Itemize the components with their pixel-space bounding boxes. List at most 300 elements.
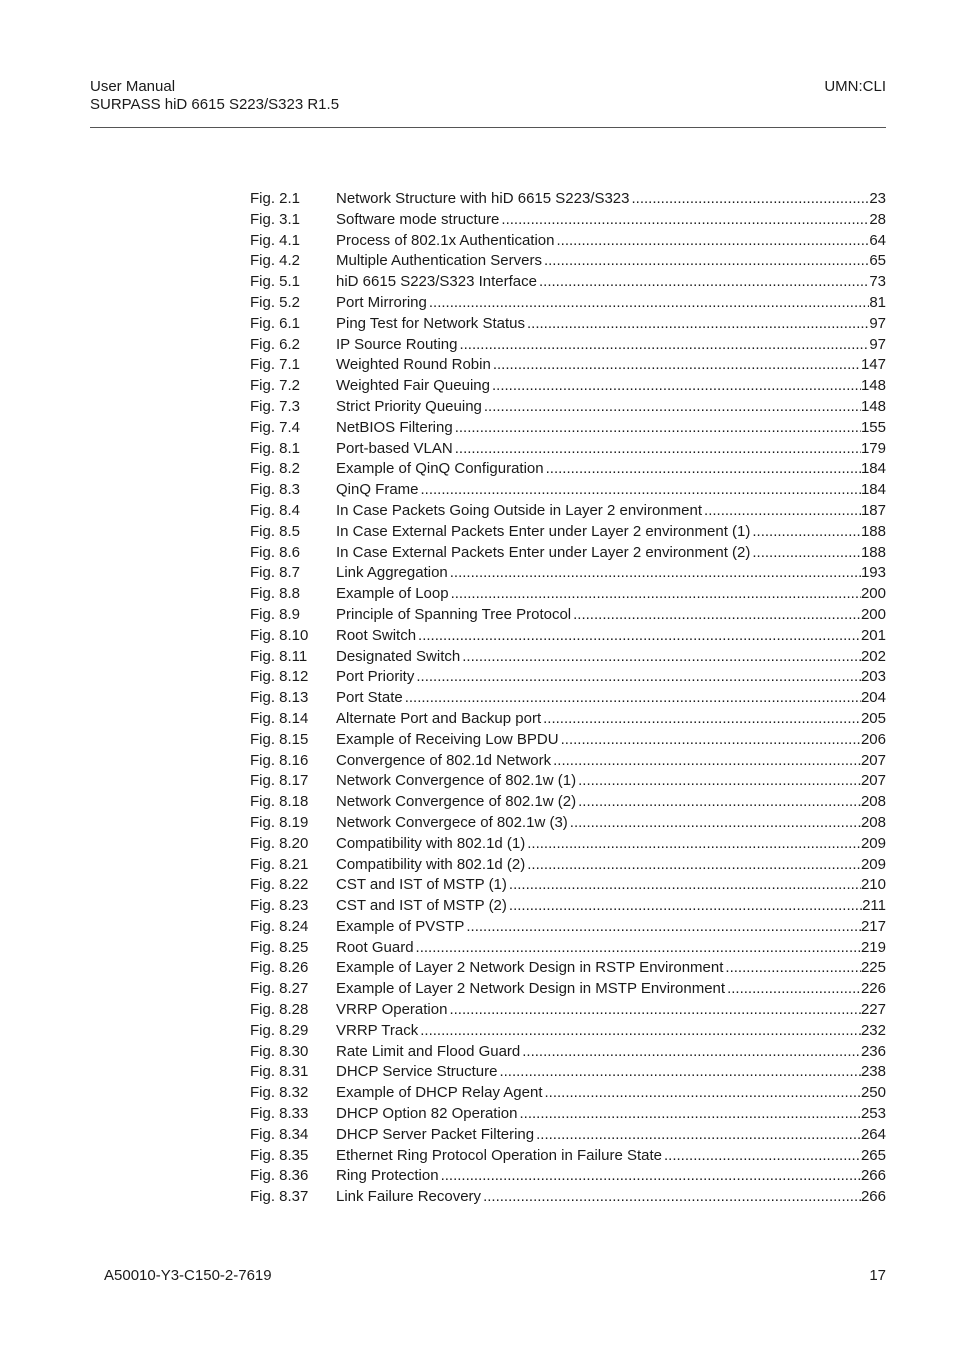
toc-entry-line (336, 647, 886, 668)
figure-number: Fig. 8.14 (250, 709, 309, 727)
toc-entry[interactable] (250, 709, 886, 730)
dot-leader (416, 938, 861, 959)
toc-entry-line (336, 210, 886, 231)
figure-title: Network Convergence of 802.1w (2) (336, 793, 577, 811)
figure-title: CST and IST of MSTP (2) (336, 897, 507, 915)
toc-entry[interactable] (250, 875, 886, 896)
figure-title: Ping Test for Network Status (336, 314, 525, 332)
figure-title: Weighted Round Robin (336, 356, 491, 374)
dot-leader (544, 251, 869, 272)
figure-title: DHCP Option 82 Operation (336, 1105, 518, 1123)
figure-page-number: 193 (860, 564, 886, 582)
figure-number: Fig. 8.32 (250, 1084, 309, 1102)
toc-entry-line (336, 958, 886, 979)
figure-page-number: 28 (869, 210, 886, 228)
figure-page-number: 266 (860, 1188, 886, 1206)
figure-page-number: 201 (860, 626, 886, 644)
dot-leader (420, 1021, 861, 1042)
toc-entry-line (336, 501, 886, 522)
toc-entry-line (336, 1021, 886, 1042)
toc-entry[interactable] (250, 1062, 886, 1083)
figure-number: Fig. 8.25 (250, 938, 309, 956)
figure-title: Ring Protection (336, 1167, 439, 1185)
dot-leader (704, 501, 861, 522)
figure-title: NetBIOS Filtering (336, 418, 453, 436)
figure-title: Network Convergence of 802.1w (1) (336, 772, 577, 790)
dot-leader (527, 314, 869, 335)
figure-number: Fig. 8.24 (250, 917, 309, 935)
toc-entry[interactable] (250, 605, 886, 626)
figure-title: Example of Receiving Low BPDU (336, 730, 559, 748)
dot-leader (570, 813, 861, 834)
figure-page-number: 97 (869, 335, 886, 353)
figure-title: Convergence of 802.1d Network (336, 751, 552, 769)
toc-entry[interactable] (250, 771, 886, 792)
toc-entry-line (336, 584, 886, 605)
figure-title: Compatibility with 802.1d (2) (336, 855, 526, 873)
toc-entry[interactable] (250, 293, 886, 314)
dot-leader (556, 231, 869, 252)
figure-page-number: 65 (869, 252, 886, 270)
figure-number: Fig. 8.4 (250, 501, 301, 519)
figure-page-number: 253 (860, 1105, 886, 1123)
dot-leader (418, 626, 861, 647)
toc-entry[interactable] (250, 626, 886, 647)
figure-number: Fig. 5.2 (250, 293, 301, 311)
toc-entry-line (336, 792, 886, 813)
figure-page-number: 209 (860, 834, 886, 852)
figure-page-number: 188 (860, 522, 886, 540)
toc-entry[interactable] (250, 189, 886, 210)
figure-number: Fig. 8.6 (250, 543, 301, 561)
toc-entry-line (336, 771, 886, 792)
toc-entry[interactable] (250, 459, 886, 480)
figure-number: Fig. 8.12 (250, 668, 309, 686)
toc-entry[interactable] (250, 958, 886, 979)
figure-page-number: 225 (860, 959, 886, 977)
toc-entry[interactable] (250, 730, 886, 751)
toc-entry[interactable] (250, 210, 886, 231)
toc-entry[interactable] (250, 397, 886, 418)
list-of-figures (250, 189, 886, 1208)
figure-page-number: 187 (860, 501, 886, 519)
figure-number: Fig. 6.1 (250, 314, 301, 332)
toc-entry[interactable] (250, 231, 886, 252)
toc-entry-line (336, 667, 886, 688)
figure-number: Fig. 8.17 (250, 772, 309, 790)
dot-leader (578, 771, 861, 792)
figure-page-number: 217 (860, 917, 886, 935)
dot-leader (455, 439, 861, 460)
figure-title: QinQ Frame (336, 481, 419, 499)
figure-number: Fig. 8.13 (250, 689, 309, 707)
toc-entry-line (336, 605, 886, 626)
figure-number: Fig. 7.3 (250, 397, 301, 415)
figure-title: VRRP Operation (336, 1001, 448, 1019)
dot-leader (450, 563, 861, 584)
figure-page-number: 23 (869, 190, 886, 207)
figure-number: Fig. 3.1 (250, 210, 301, 228)
toc-entry[interactable] (250, 1000, 886, 1021)
figure-title: In Case External Packets Enter under Layer 2 environment (1) (336, 522, 751, 540)
dot-leader (527, 834, 861, 855)
figure-title: Rate Limit and Flood Guard (336, 1042, 521, 1060)
figure-title: hiD 6615 S223/S323 Interface (336, 273, 537, 291)
toc-entry[interactable] (250, 1104, 886, 1125)
figure-number: Fig. 8.27 (250, 980, 309, 998)
header-left (90, 78, 339, 114)
toc-entry[interactable] (250, 1021, 886, 1042)
toc-entry-line (336, 1146, 886, 1167)
figure-page-number: 205 (860, 709, 886, 727)
toc-entry-line (336, 1042, 886, 1063)
toc-entry-line (336, 917, 886, 938)
toc-entry-line (336, 231, 886, 252)
toc-entry-line (336, 251, 886, 272)
figure-number: Fig. 8.16 (250, 751, 309, 769)
dot-leader (466, 917, 861, 938)
dot-leader (455, 418, 861, 439)
figure-title: VRRP Track (336, 1021, 419, 1039)
figure-page-number: 265 (860, 1146, 886, 1164)
toc-entry-line (336, 1000, 886, 1021)
dot-leader (664, 1146, 861, 1167)
dot-leader (449, 1000, 861, 1021)
figure-number: Fig. 4.1 (250, 231, 301, 249)
toc-entry-line (336, 189, 886, 210)
figure-page-number: 200 (860, 585, 886, 603)
figure-title: Example of Layer 2 Network Design in MSTP Environment (336, 980, 726, 998)
dot-leader (543, 709, 861, 730)
toc-entry-line (336, 543, 886, 564)
dot-leader (539, 272, 869, 293)
figure-page-number: 209 (860, 855, 886, 873)
figure-number: Fig. 8.18 (250, 793, 309, 811)
figure-number: Fig. 8.30 (250, 1042, 309, 1060)
toc-entry-line (336, 376, 886, 397)
figure-page-number: 179 (860, 439, 886, 457)
toc-entry[interactable] (250, 647, 886, 668)
toc-entry-line (336, 1062, 886, 1083)
figure-page-number: 188 (860, 543, 886, 561)
toc-entry-line (336, 1104, 886, 1125)
figure-number: Fig. 8.20 (250, 834, 309, 852)
doc-code: UMN:CLI (824, 78, 886, 95)
figure-title: Alternate Port and Backup port (336, 709, 542, 727)
dot-leader (573, 605, 861, 626)
figure-number: Fig. 8.5 (250, 522, 301, 540)
dot-leader (752, 543, 861, 564)
figure-number: Fig. 8.22 (250, 876, 309, 894)
toc-entry-line (336, 418, 886, 439)
toc-entry[interactable] (250, 979, 886, 1000)
figure-number: Fig. 6.2 (250, 335, 301, 353)
toc-entry[interactable] (250, 1083, 886, 1104)
dot-leader (451, 584, 861, 605)
toc-entry[interactable] (250, 792, 886, 813)
toc-entry-line (336, 938, 886, 959)
dot-leader (536, 1125, 861, 1146)
figure-page-number: 207 (860, 772, 886, 790)
figure-number: Fig. 4.2 (250, 252, 301, 270)
toc-entry-line (336, 459, 886, 480)
toc-entry-line (336, 439, 886, 460)
figure-page-number: 210 (860, 876, 886, 894)
figure-title: Network Convergece of 802.1w (3) (336, 813, 568, 831)
figure-number: Fig. 8.21 (250, 855, 309, 873)
figure-page-number: 202 (860, 647, 886, 665)
toc-entry-line (336, 813, 886, 834)
figure-number: Fig. 8.33 (250, 1105, 309, 1123)
figure-title: Example of DHCP Relay Agent (336, 1084, 543, 1102)
toc-entry[interactable] (250, 855, 886, 876)
toc-entry-line (336, 522, 886, 543)
toc-entry[interactable] (250, 1187, 886, 1208)
figure-title: Strict Priority Queuing (336, 397, 482, 415)
dot-leader (405, 688, 861, 709)
figure-page-number: 250 (860, 1084, 886, 1102)
figure-number: Fig. 8.9 (250, 605, 301, 623)
page-number: 17 (869, 1267, 886, 1284)
toc-entry[interactable] (250, 751, 886, 772)
toc-entry[interactable] (250, 251, 886, 272)
dot-leader (459, 335, 869, 356)
figure-page-number: 81 (869, 293, 886, 311)
figure-page-number: 226 (860, 980, 886, 998)
toc-entry-line (336, 563, 886, 584)
figure-page-number: 204 (860, 689, 886, 707)
toc-entry[interactable] (250, 896, 886, 917)
toc-entry-line (336, 709, 886, 730)
figure-page-number: 64 (869, 231, 886, 249)
figure-page-number: 97 (869, 314, 886, 332)
figure-number: Fig. 8.28 (250, 1001, 309, 1019)
dot-leader (441, 1166, 861, 1187)
toc-entry-line (336, 730, 886, 751)
figure-title: Example of PVSTP (336, 917, 465, 935)
dot-leader (484, 397, 861, 418)
figure-page-number: 211 (862, 897, 886, 915)
figure-page-number: 200 (860, 605, 886, 623)
figure-number: Fig. 8.11 (250, 647, 308, 665)
figure-page-number: 232 (860, 1021, 886, 1039)
dot-leader (416, 667, 861, 688)
toc-entry[interactable] (250, 439, 886, 460)
figure-page-number: 266 (860, 1167, 886, 1185)
figure-page-number: 238 (860, 1063, 886, 1081)
figure-number: Fig. 8.29 (250, 1021, 309, 1039)
toc-entry[interactable] (250, 543, 886, 564)
header-divider (90, 127, 886, 128)
figure-page-number: 147 (860, 356, 886, 374)
figure-page-number: 208 (860, 793, 886, 811)
figure-number: Fig. 8.10 (250, 626, 309, 644)
toc-entry-line (336, 855, 886, 876)
figure-number: Fig. 8.19 (250, 813, 309, 831)
figure-title: Root Switch (336, 626, 417, 644)
toc-entry[interactable] (250, 376, 886, 397)
figure-number: Fig. 8.2 (250, 460, 301, 478)
figure-number: Fig. 7.4 (250, 418, 301, 436)
toc-entry[interactable] (250, 522, 886, 543)
figure-title: Process of 802.1x Authentication (336, 231, 555, 249)
toc-entry[interactable] (250, 1166, 886, 1187)
toc-entry[interactable] (250, 938, 886, 959)
toc-entry-line (336, 688, 886, 709)
dot-leader (527, 855, 861, 876)
toc-entry[interactable] (250, 834, 886, 855)
figure-number: Fig. 8.7 (250, 564, 301, 582)
doc-number: A50010-Y3-C150-2-7619 (104, 1267, 272, 1284)
figure-number: Fig. 2.1 (250, 190, 301, 207)
figure-number: Fig. 7.2 (250, 377, 301, 395)
figure-page-number: 227 (860, 1001, 886, 1019)
figure-page-number: 184 (860, 481, 886, 499)
figure-title: CST and IST of MSTP (1) (336, 876, 507, 894)
figure-title: IP Source Routing (336, 335, 458, 353)
figure-title: Port-based VLAN (336, 439, 453, 457)
figure-title: Example of Loop (336, 585, 449, 603)
figure-page-number: 219 (860, 938, 886, 956)
toc-entry[interactable] (250, 355, 886, 376)
dot-leader (493, 355, 861, 376)
dot-leader (509, 875, 861, 896)
figure-title: Weighted Fair Queuing (336, 377, 490, 395)
figure-number: Fig. 8.3 (250, 481, 301, 499)
figure-title: DHCP Server Packet Filtering (336, 1125, 535, 1143)
figure-page-number: 184 (860, 460, 886, 478)
toc-entry[interactable] (250, 501, 886, 522)
figure-title: In Case Packets Going Outside in Layer 2 environment (336, 501, 703, 519)
toc-entry[interactable] (250, 917, 886, 938)
figure-title: Network Structure with hiD 6615 S223/S323 (336, 190, 630, 207)
toc-entry-line (336, 1166, 886, 1187)
toc-entry[interactable] (250, 1146, 886, 1167)
product-name: SURPASS hiD 6615 S223/S323 R1.5 (90, 96, 340, 113)
figure-title: Link Aggregation (336, 564, 448, 582)
figure-number: Fig. 7.1 (250, 356, 301, 374)
dot-leader (499, 1062, 861, 1083)
dot-leader (578, 792, 861, 813)
figure-title: Designated Switch (336, 647, 461, 665)
figure-number: Fig. 8.37 (250, 1188, 309, 1206)
figure-title: Root Guard (336, 938, 414, 956)
dot-leader (501, 210, 869, 231)
figure-page-number: 148 (860, 397, 886, 415)
dot-leader (546, 459, 861, 480)
figure-page-number: 73 (869, 273, 886, 291)
toc-entry-line (336, 272, 886, 293)
toc-entry-line (336, 480, 886, 501)
figure-title: Example of QinQ Configuration (336, 460, 544, 478)
dot-leader (725, 958, 861, 979)
manual-label: User Manual (90, 78, 176, 95)
dot-leader (429, 293, 869, 314)
toc-entry-line (336, 293, 886, 314)
figure-page-number: 155 (860, 418, 886, 436)
figure-number: Fig. 8.35 (250, 1146, 309, 1164)
dot-leader (545, 1083, 861, 1104)
figure-number: Fig. 8.8 (250, 585, 301, 603)
dot-leader (509, 896, 862, 917)
dot-leader (520, 1104, 861, 1125)
toc-entry[interactable] (250, 335, 886, 356)
toc-entry-line (336, 1083, 886, 1104)
toc-entry-line (336, 834, 886, 855)
figure-title: Compatibility with 802.1d (1) (336, 834, 526, 852)
toc-entry-line (336, 979, 886, 1000)
figure-title: Example of Layer 2 Network Design in RSTP Environment (336, 959, 724, 977)
figure-title: Software mode structure (336, 210, 500, 228)
figure-number: Fig. 8.34 (250, 1125, 309, 1143)
toc-entry-line (336, 1187, 886, 1208)
toc-entry[interactable] (250, 480, 886, 501)
figure-title: Port Mirroring (336, 293, 427, 311)
toc-entry[interactable] (250, 813, 886, 834)
dot-leader (752, 522, 861, 543)
dot-leader (561, 730, 861, 751)
toc-entry[interactable] (250, 688, 886, 709)
figure-page-number: 236 (860, 1042, 886, 1060)
figure-number: Fig. 8.26 (250, 959, 309, 977)
figure-title: DHCP Service Structure (336, 1063, 498, 1081)
toc-entry-line (336, 626, 886, 647)
dot-leader (553, 751, 861, 772)
toc-entry-line (336, 751, 886, 772)
dot-leader (632, 189, 870, 210)
toc-entry[interactable] (250, 314, 886, 335)
toc-entry-line (336, 397, 886, 418)
figure-title: In Case External Packets Enter under Layer 2 environment (2) (336, 543, 751, 561)
figure-page-number: 264 (860, 1125, 886, 1143)
toc-entry-line (336, 355, 886, 376)
figure-title: Multiple Authentication Servers (336, 252, 542, 270)
figure-number: Fig. 8.15 (250, 730, 309, 748)
figure-number: Fig. 8.31 (250, 1063, 309, 1081)
figure-number: Fig. 5.1 (250, 273, 301, 291)
figure-title: Link Failure Recovery (336, 1188, 482, 1206)
toc-entry-line (336, 875, 886, 896)
figure-title: Port Priority (336, 668, 415, 686)
toc-entry[interactable] (250, 272, 886, 293)
figure-number: Fig. 8.23 (250, 897, 309, 915)
figure-page-number: 208 (860, 813, 886, 831)
toc-entry[interactable] (250, 1042, 886, 1063)
figure-page-number: 203 (860, 668, 886, 686)
dot-leader (483, 1187, 861, 1208)
dot-leader (421, 480, 861, 501)
dot-leader (462, 647, 861, 668)
toc-entry[interactable] (250, 563, 886, 584)
toc-entry-line (336, 896, 886, 917)
figure-page-number: 207 (860, 751, 886, 769)
figure-title: Port State (336, 689, 403, 707)
dot-leader (492, 376, 861, 397)
toc-entry[interactable] (250, 667, 886, 688)
figure-title: Principle of Spanning Tree Protocol (336, 605, 572, 623)
toc-entry-line (336, 1125, 886, 1146)
dot-leader (522, 1042, 861, 1063)
toc-entry[interactable] (250, 584, 886, 605)
figure-number: Fig. 8.36 (250, 1167, 309, 1185)
dot-leader (727, 979, 861, 1000)
figure-page-number: 206 (860, 730, 886, 748)
figure-title: Ethernet Ring Protocol Operation in Failure State (336, 1146, 663, 1164)
toc-entry-line (336, 335, 886, 356)
toc-entry[interactable] (250, 1125, 886, 1146)
figure-number: Fig. 8.1 (250, 439, 301, 457)
toc-entry[interactable] (250, 418, 886, 439)
